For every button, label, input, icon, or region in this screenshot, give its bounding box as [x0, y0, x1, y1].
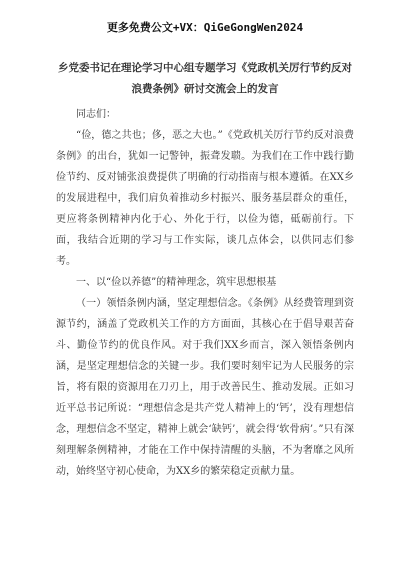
salutation: 同志们：	[76, 109, 116, 120]
page-header: 更多免费公文+VX：QiGeGongWen2024	[106, 21, 304, 34]
paragraph-body: （一）领悟条例内涵，坚定理想信念。《条例》从经费管理到资源节约，涵盖了党政机关工作的方方面面，其核心在于倡导艰苦奋斗、勤俭节约的优良作风。对于我们XX乡而言，深入领悟条例内涵，是坚定理想信念的关键一步。我们要时刻牢记为人民服务的宗旨，将有限的资源用在刀刃上，用于改善民生、推动发展。正如习近平总书记所说：“理想信念是共产党人精神上的‘钙’，没有理想信念，理想信念不坚定，精神上就会‘缺钙’，就会得‘软骨病’。”只有深刻理解条例精神，才能在工作中保持清醒的头脑，不为奢靡之风所动，始终坚守初心使命，为XX乡的繁荣稳定贡献力量。	[56, 298, 354, 477]
section-heading: 一、以“俭以养德”的精神理念，筑牢思想根基	[76, 277, 277, 288]
paragraph-intro: “俭，德之共也；侈，恶之大也。”《党政机关厉行节约反对浪费条例》的出台，犹如一记警钟，振聋发聩。为我们在工作中践行勤俭节约、反对铺张浪费提供了明确的行动指南与根本遵循。在XX乡的发展进程中，我们肩负着推动乡村振兴、服务基层群众的重任，更应将条例精神内化于心、外化于行，以俭为德，砥砺前行。下面，我结合近期的学习与工作实际，谈几点体会，以供同志们参考。	[56, 130, 354, 267]
document-title: 乡党委书记在理论学习中心组专题学习《党政机关厉行节约反对浪费条例》研讨交流会上的发言	[58, 62, 352, 95]
